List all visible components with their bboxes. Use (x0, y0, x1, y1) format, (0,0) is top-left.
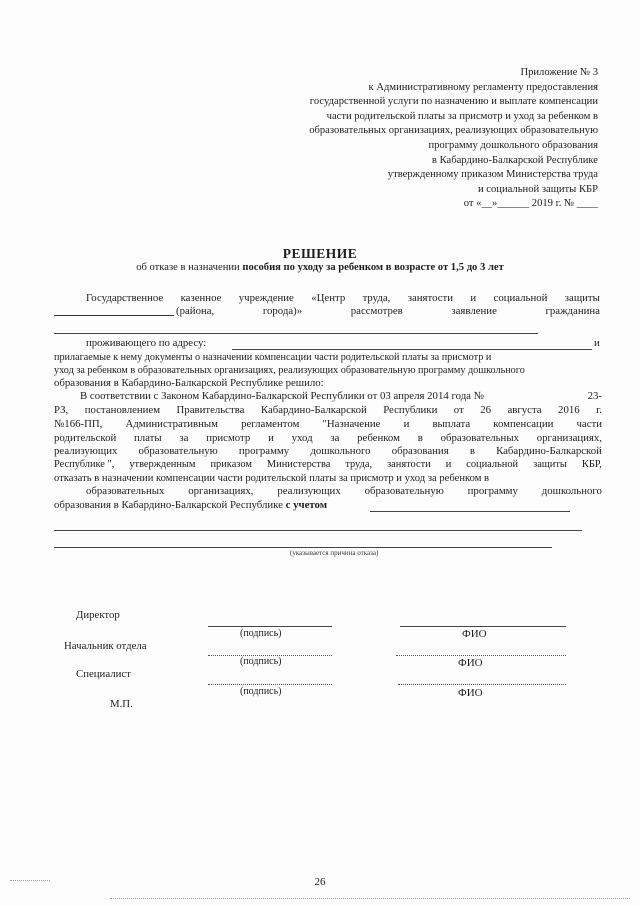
body-line (54, 306, 174, 321)
appendix-block (309, 66, 598, 212)
body-line: Государственное казенное учреждение «Центр труда, занятости и социальной защиты (86, 292, 600, 304)
scan-speck (110, 898, 630, 899)
name-line (398, 684, 566, 685)
signature-line (208, 684, 332, 685)
body-line: РЗ, постановлением Правительства Кабардино-Балкарской Республики от 26 августа 2016 г. (54, 404, 602, 416)
body-line: отказать в назначении компенсации части родительской платы за присмотр и уход за ребенком в (54, 473, 490, 484)
subtitle-normal: об отказе в назначении (136, 262, 243, 273)
appendix-line: части родительской платы за присмотр и уход за ребенком в (326, 110, 598, 122)
body-line: В соответствии с Законом Кабардино-Балкарской Республики от 03 апреля 2014 года № 23- (80, 390, 602, 402)
appendix-line: в Кабардино-Балкарской Республике (431, 154, 598, 166)
signature-caption: (подпись) (240, 628, 282, 639)
appendix-line: Приложение № 3 (520, 67, 598, 78)
body-line: (района, города)» рассмотрев заявление гражданина (176, 305, 600, 317)
signature-caption: (подпись) (240, 656, 282, 667)
address-line (232, 349, 592, 350)
page-number: 26 (314, 876, 326, 888)
address-label: проживающего по адресу: (86, 337, 207, 349)
reason-line (54, 547, 552, 548)
body-line: №166-ПП, Административным регламентом "Назначение и выплата компенсации части (54, 418, 602, 430)
appendix-line: программу дошкольного образования (428, 139, 598, 151)
reason-line (370, 511, 570, 512)
appendix-line: государственной услуги по назначению и выплате компенсации (309, 96, 598, 108)
name-caption: ФИО (458, 687, 483, 699)
body-line: родительской платы за присмотр и уход за ребенком в образовательных организациях, (54, 432, 602, 444)
signature-role: Начальник отдела (64, 640, 147, 652)
body-line: образования в Кабардино-Балкарской Республике решило: (54, 377, 324, 389)
signature-role: Директор (76, 609, 120, 621)
body-line: образовательных организациях, реализующих образовательную программу дошкольного (86, 485, 602, 497)
signature-caption: (подпись) (240, 686, 282, 697)
signature-line (208, 626, 332, 627)
name-caption: ФИО (458, 657, 483, 669)
applicant-name-line (54, 333, 538, 334)
body-line: Республике ", утвержденным приказом Министерства труда, занятости и социальной защиты КБР, (54, 459, 602, 470)
body-line: реализующих образовательную программу дошкольного образования в Кабардино-Балкарской (54, 445, 602, 457)
appendix-line: утвержденному приказом Министерства труда (387, 169, 598, 181)
subtitle-bold: пособия по уходу за ребенком в возрасте от 1,5 до 3 лет (242, 262, 504, 273)
region-blank (54, 306, 174, 316)
appendix-line: и социальной защиты КБР (477, 183, 598, 195)
stamp-place: М.П. (110, 698, 133, 710)
appendix-line: к Административному регламенту предоставления (368, 81, 598, 93)
body-line: уход за ребенком в образовательных организациях, реализующих образовательную программу дошкольного (54, 365, 525, 376)
document-title: РЕШЕНИЕ (282, 246, 358, 261)
body-line: прилагаемые к нему документы о назначении компенсации части родительской платы за присмотр и (54, 352, 492, 363)
name-line (396, 655, 566, 656)
document-subtitle (0, 262, 640, 273)
body-line: образования в Кабардино-Балкарской Республике с учетом (54, 499, 328, 511)
name-caption: ФИО (462, 628, 487, 640)
appendix-line: от «__»______ 2019 г. № ____ (463, 198, 598, 210)
appendix-line: образовательных организациях, реализующих образовательную (309, 125, 598, 137)
name-line (400, 626, 566, 627)
reason-line (54, 530, 582, 531)
body-word: и (594, 337, 600, 349)
signature-role: Специалист (76, 668, 131, 680)
reason-caption: (указывается причина отказа) (290, 549, 379, 557)
